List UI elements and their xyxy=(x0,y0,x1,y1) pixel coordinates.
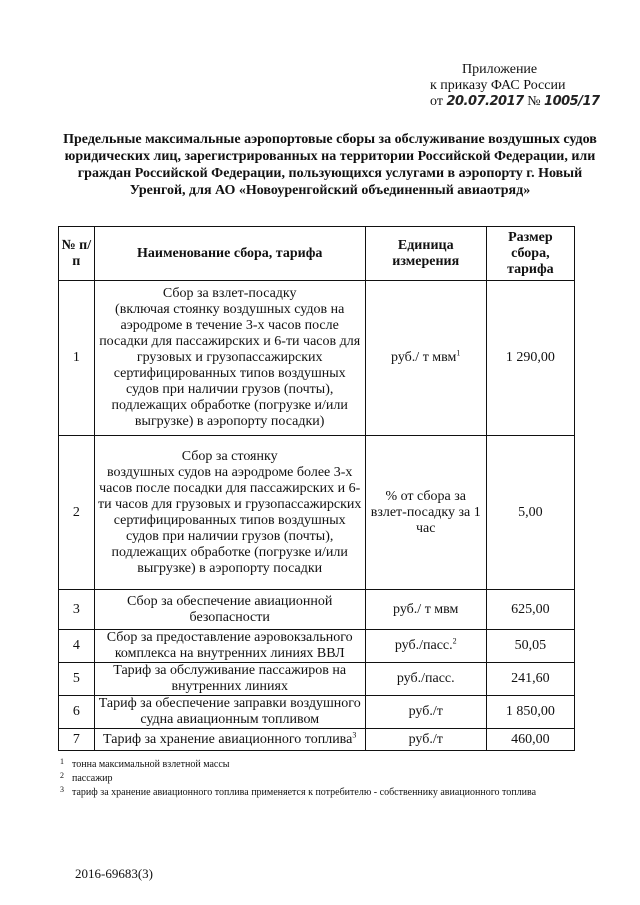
footnote-ref: 3 xyxy=(352,729,357,739)
footnote-text: пассажир xyxy=(72,773,113,784)
row-unit xyxy=(365,436,486,590)
appendix-header xyxy=(430,62,630,110)
footnote-text: тонна максимальной взлетной массы xyxy=(72,759,230,770)
row-unit xyxy=(365,729,486,751)
table-row xyxy=(59,663,575,696)
row-name xyxy=(94,696,365,729)
row-name-title: Тариф за обеспечение заправки воздушного судна авиационным топливом xyxy=(98,696,361,727)
date-prefix: от xyxy=(430,94,443,109)
row-size: 1 850,00 xyxy=(486,696,574,729)
document-title: Предельные максимальные аэропортовые сборы за обслуживание воздушных судов юридических лиц, зарегистрированных на территории Российской Федерации, или граждан Российской Федерации, пользующихся услугами в аэропорту г. Новый Уренгой, для АО «Новоуренгойский объединенный авиаотряд» xyxy=(63,132,597,198)
footnote-mark: 3 xyxy=(60,785,64,794)
row-size: 241,60 xyxy=(486,663,574,696)
row-size: 1 290,00 xyxy=(486,281,574,436)
row-name-title: Тариф за хранение авиационного топлива xyxy=(103,731,353,747)
footnote-mark: 2 xyxy=(60,771,64,780)
row-size: 625,00 xyxy=(486,590,574,630)
row-name-detail: воздушных судов на аэродроме более 3-х часов после посадки для пассажирских и 6-ти часов для грузовых и грузопассажирских сертифицированных типов воздушных судов при наличии грузов (почты), подлежащих обработке (погрузке и/или выгрузке) в аэропорту посадки xyxy=(97,464,362,576)
footnote xyxy=(60,786,580,800)
header-size: Размер сбора, тарифа xyxy=(486,227,574,281)
row-unit-text: руб./пасс. xyxy=(396,671,455,686)
footnotes xyxy=(60,758,580,800)
row-num: 1 xyxy=(59,281,95,436)
header-unit: Единица измерения xyxy=(365,227,486,281)
row-name-title: Сбор за обеспечение авиационной безопасности xyxy=(126,593,333,625)
header-name: Наименование сбора, тарифа xyxy=(94,227,365,281)
row-unit-text: руб./т xyxy=(408,731,443,747)
footnote-ref: 1 xyxy=(456,348,461,358)
footnote-text: тариф за хранение авиационного топлива применяется к потребителю - собственнику авиационного топлива xyxy=(72,787,537,798)
footnote xyxy=(60,772,580,786)
row-name xyxy=(94,281,365,436)
order-date-line xyxy=(430,94,630,110)
number-symbol: № xyxy=(527,94,541,109)
row-size: 460,00 xyxy=(486,729,574,751)
table-row xyxy=(59,696,575,729)
appendix-label: Приложение xyxy=(462,62,538,77)
footnote-mark: 1 xyxy=(60,757,64,766)
table-row xyxy=(59,729,575,751)
table-row xyxy=(59,630,575,663)
row-num: 3 xyxy=(59,590,95,630)
header-num: № п/п xyxy=(59,227,95,281)
handwritten-date: 20.07.2017 xyxy=(446,94,524,109)
row-unit xyxy=(365,590,486,630)
row-unit xyxy=(365,630,486,663)
footnote-ref: 2 xyxy=(452,636,457,646)
table-row xyxy=(59,281,575,436)
row-name xyxy=(94,436,365,590)
row-unit xyxy=(365,696,486,729)
row-unit-text: руб./т xyxy=(408,704,443,719)
footnote xyxy=(60,758,580,772)
fees-table xyxy=(58,226,575,751)
row-name xyxy=(94,663,365,696)
table-header-row xyxy=(59,227,575,281)
row-size: 50,05 xyxy=(486,630,574,663)
row-size: 5,00 xyxy=(486,436,574,590)
row-unit-text: руб./пасс. xyxy=(394,638,453,653)
order-reference: к приказу ФАС России xyxy=(430,78,566,93)
row-num: 7 xyxy=(59,729,95,751)
table-row xyxy=(59,590,575,630)
row-name-title: Сбор за предоставление аэровокзального комплекса на внутренних линиях ВВЛ xyxy=(106,630,353,661)
row-name xyxy=(94,729,365,751)
row-name-detail: (включая стоянку воздушных судов на аэродроме в течение 3-х часов после посадки для пассажирских и 6-ти часов для грузовых и грузопассажирских сертифицированных типов воздушных судов при наличии грузов (почты), подлежащих обработке (погрузке и/или выгрузке) в аэропорту посадки) xyxy=(99,302,361,429)
row-unit xyxy=(365,663,486,696)
table-row xyxy=(59,436,575,590)
row-name-title: Тариф за обслуживание пассажиров на внутренних линиях xyxy=(113,663,347,694)
row-unit-text: руб./ т мвм xyxy=(393,601,459,617)
row-unit xyxy=(365,281,486,436)
document-number: 2016-69683(3) xyxy=(75,866,153,881)
row-name-title: Сбор за взлет-посадку xyxy=(162,286,297,301)
row-unit-text: % от сбора за взлет-посадку за 1 час xyxy=(370,488,481,536)
row-num: 6 xyxy=(59,696,95,729)
row-name xyxy=(94,630,365,663)
row-unit-text: руб./ т мвм xyxy=(391,350,457,365)
row-num: 2 xyxy=(59,436,95,590)
row-name-title: Сбор за стоянку xyxy=(181,448,278,464)
row-num: 4 xyxy=(59,630,95,663)
row-num: 5 xyxy=(59,663,95,696)
handwritten-number: 1005/17 xyxy=(544,94,600,109)
row-name xyxy=(94,590,365,630)
